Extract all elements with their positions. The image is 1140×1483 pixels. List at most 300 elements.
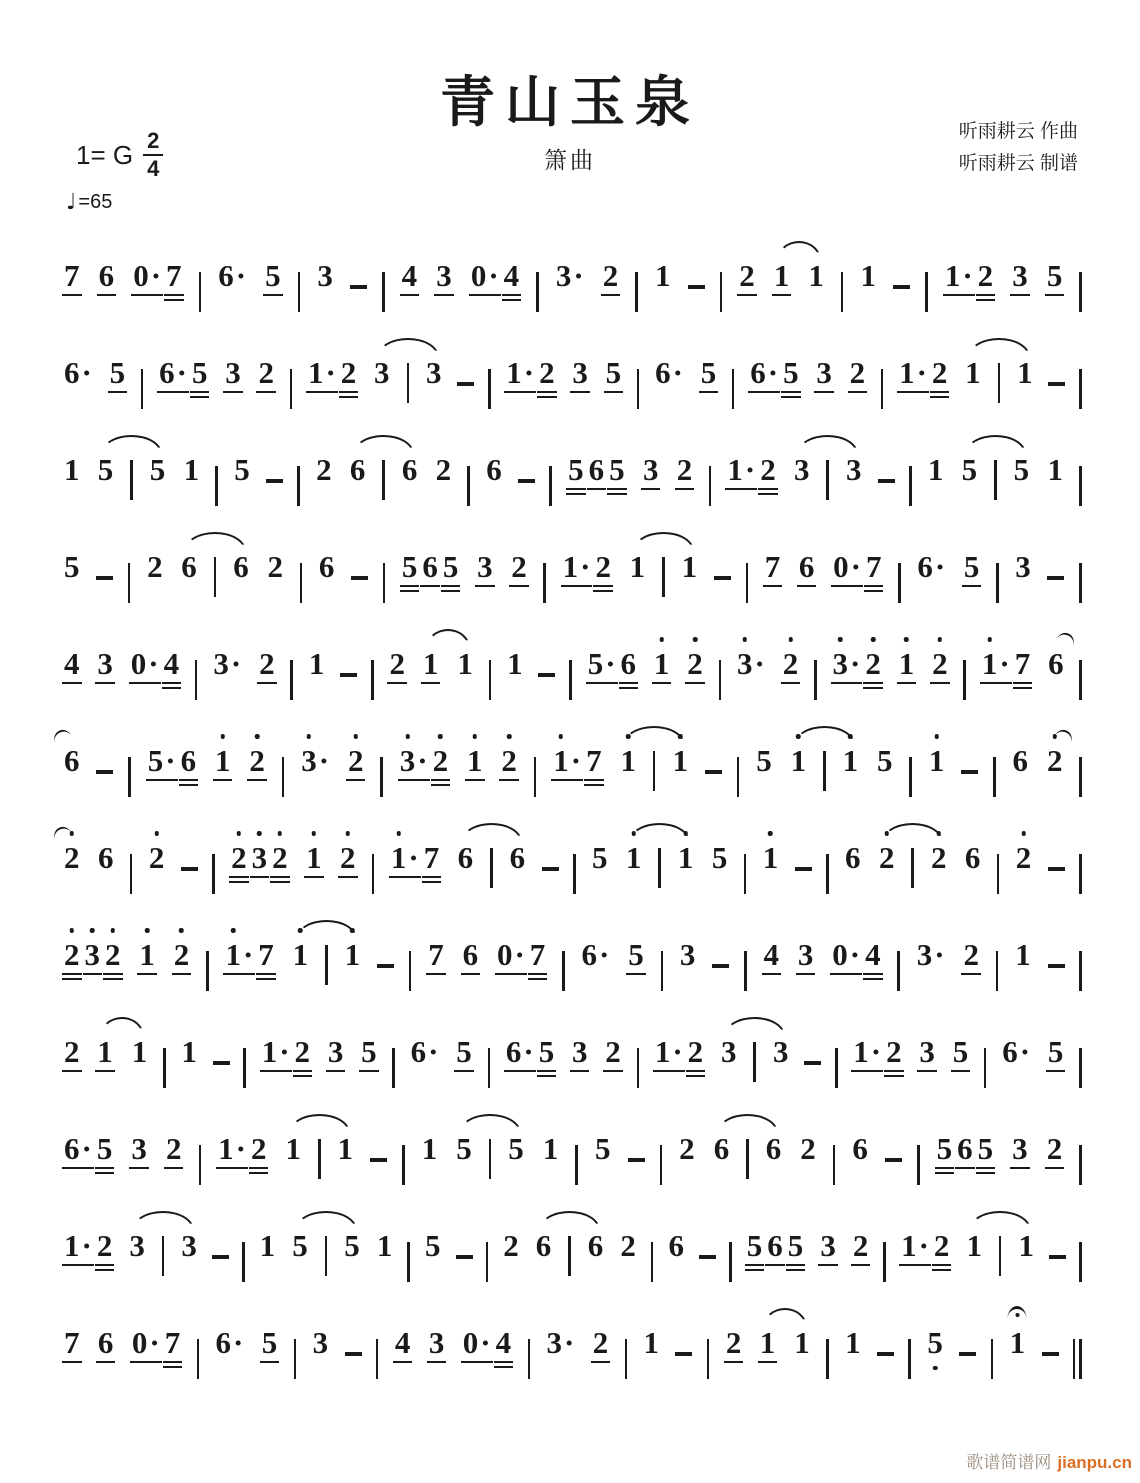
composer-credit: 听雨耕云 作曲	[958, 121, 1078, 142]
barline	[996, 563, 999, 603]
underline-beam	[164, 1167, 184, 1170]
augmentation-dot: ·	[81, 355, 92, 390]
slur	[290, 1230, 362, 1270]
beam-group	[157, 357, 209, 388]
duration-dash	[688, 285, 705, 290]
note	[1046, 1036, 1066, 1067]
augmentation-dot: ·	[767, 355, 779, 390]
underline-beam	[422, 876, 442, 879]
note-number	[225, 357, 241, 388]
barline	[409, 951, 412, 991]
note-number	[402, 454, 418, 485]
note-number	[589, 454, 605, 485]
note-number	[503, 1230, 519, 1261]
underline-beam	[897, 391, 929, 394]
note-number	[457, 648, 473, 679]
barline	[282, 757, 285, 797]
note-digit: 2	[878, 840, 895, 875]
underline-beam	[249, 1172, 269, 1175]
underline-beam	[179, 784, 199, 787]
note-number	[313, 1327, 329, 1358]
octave-up-dot	[938, 637, 943, 642]
note-digit: 1	[944, 258, 961, 293]
note	[62, 939, 82, 970]
underline-beam	[62, 978, 82, 981]
note-digit: 2	[147, 549, 163, 584]
note-number	[258, 357, 274, 388]
note-digit: 2	[1046, 743, 1063, 778]
note	[1045, 745, 1065, 776]
note	[179, 1230, 199, 1261]
note	[505, 648, 525, 679]
note-digit: 2	[602, 258, 619, 293]
barline	[392, 1048, 395, 1088]
note-number	[97, 1133, 113, 1164]
note	[843, 1327, 863, 1358]
slur	[284, 1133, 356, 1173]
note-digit: 1	[681, 549, 698, 584]
underline-beam	[129, 682, 161, 685]
note-number	[428, 939, 444, 970]
note-digit: 1	[131, 1034, 148, 1069]
octave-up-dot	[626, 734, 631, 739]
note-number	[64, 260, 80, 291]
note	[618, 745, 638, 776]
duration-dash	[959, 1352, 976, 1357]
underline-beam	[421, 682, 441, 685]
barline	[1079, 1145, 1082, 1185]
note-digit: 5	[508, 1131, 524, 1166]
duration-dash	[712, 964, 729, 969]
underline-beam	[504, 391, 536, 394]
note-number	[391, 842, 407, 873]
note-number	[249, 745, 265, 776]
note-digit: 3	[1012, 1131, 1028, 1166]
note	[1013, 648, 1033, 679]
beam-group	[745, 1230, 806, 1261]
barline	[835, 1048, 838, 1088]
note-number	[411, 1036, 427, 1067]
barline	[1079, 854, 1082, 894]
note	[850, 1133, 870, 1164]
note	[1013, 551, 1033, 582]
octave-up-dot	[90, 928, 95, 933]
note-number	[1018, 1230, 1034, 1261]
note-digit: 6	[486, 452, 502, 487]
note-number	[218, 260, 234, 291]
underline-beam	[725, 488, 757, 491]
barline	[297, 466, 300, 506]
note	[1012, 454, 1032, 485]
note-number	[767, 1230, 783, 1261]
duration-dash	[714, 576, 731, 581]
barline	[732, 369, 735, 409]
note-number	[680, 939, 696, 970]
note-digit: 1	[344, 937, 361, 972]
note-digit: 3	[131, 1131, 147, 1166]
note	[863, 648, 883, 679]
note-number	[965, 842, 981, 873]
note-digit: 1	[183, 452, 200, 487]
underline-beam	[420, 585, 440, 588]
note	[495, 939, 527, 970]
underline-beam	[509, 585, 529, 588]
note-number	[98, 1327, 114, 1358]
note	[509, 551, 529, 582]
note-digit: 3	[720, 1034, 737, 1069]
note-digit: 6	[97, 840, 114, 875]
note-number	[845, 842, 861, 873]
note	[712, 1133, 732, 1164]
underline-beam	[935, 1172, 955, 1175]
note-number	[374, 357, 390, 388]
augmentation-dot: ·	[849, 937, 861, 972]
note	[83, 939, 103, 970]
score-line	[62, 1036, 1082, 1082]
underline-beam	[249, 1167, 269, 1170]
note-number	[265, 260, 281, 291]
note-number	[721, 1036, 737, 1067]
barline	[407, 1242, 410, 1282]
note	[256, 939, 276, 970]
note	[130, 1327, 162, 1358]
note	[434, 260, 454, 291]
barline	[371, 660, 374, 700]
barline	[753, 1042, 756, 1082]
beam-group	[504, 1036, 556, 1067]
beam-group	[129, 648, 181, 679]
beam-group	[831, 551, 883, 582]
augmentation-dot: ·	[235, 1131, 246, 1166]
underline-beam	[772, 294, 792, 297]
note-number	[341, 357, 357, 388]
note	[859, 260, 879, 291]
underline-beam	[884, 1075, 904, 1078]
note	[229, 842, 249, 873]
note-number	[486, 454, 502, 485]
beam-group	[229, 842, 290, 873]
note	[163, 1327, 183, 1358]
note	[653, 357, 685, 388]
underline-beam	[961, 973, 981, 976]
note-number	[568, 454, 584, 485]
note-digit: 3	[1015, 549, 1031, 584]
augmentation-dot: ·	[318, 743, 330, 778]
underline-beam	[95, 1070, 115, 1073]
note-number	[791, 745, 807, 776]
score-line	[62, 842, 1082, 888]
beam-group	[980, 648, 1032, 679]
barline	[382, 460, 385, 500]
note-digit: 4	[503, 258, 520, 293]
underline-beam	[502, 294, 522, 297]
note	[844, 454, 864, 485]
note	[398, 745, 430, 776]
note	[675, 454, 695, 485]
underline-beam	[62, 1361, 82, 1364]
barline	[325, 1236, 328, 1276]
note-number	[456, 1133, 472, 1164]
note-number	[543, 1133, 559, 1164]
note-digit: 3	[679, 937, 696, 972]
underline-beam	[256, 391, 276, 394]
underline-beam	[897, 682, 917, 685]
note-digit: 6	[620, 646, 637, 681]
note	[554, 260, 586, 291]
underline-beam	[270, 881, 290, 884]
underline-beam	[293, 1070, 313, 1073]
augmentation-dot: ·	[523, 355, 535, 390]
underline-beam	[786, 1264, 806, 1267]
note-number	[184, 454, 200, 485]
barline	[1079, 757, 1082, 797]
barline	[163, 1048, 166, 1088]
note-digit: 1	[225, 937, 241, 972]
note-digit: 1	[542, 1131, 559, 1166]
underline-beam	[591, 1361, 611, 1364]
note-number	[726, 1327, 742, 1358]
note-number	[148, 745, 164, 776]
underline-beam	[339, 396, 359, 399]
duration-dash	[181, 867, 198, 872]
slur	[628, 551, 700, 591]
octave-up-dot	[848, 734, 853, 739]
barline	[1079, 1242, 1082, 1282]
note-number	[1048, 1036, 1064, 1067]
note-number	[621, 648, 637, 679]
note-digit: 2	[316, 452, 332, 487]
note-digit: 2	[96, 1228, 113, 1263]
note-digit: 5	[64, 549, 80, 584]
note	[223, 357, 243, 388]
augmentation-dot: ·	[934, 937, 945, 972]
note-digit: 6	[1002, 1034, 1018, 1069]
octave-up-dot	[231, 928, 236, 933]
note	[1015, 357, 1035, 388]
note-digit: 5	[234, 452, 250, 487]
note-number	[64, 1327, 80, 1358]
note-number	[539, 357, 555, 388]
note-digit: 2	[272, 840, 288, 875]
note	[864, 551, 884, 582]
quarter-note-icon: ♩	[66, 190, 77, 215]
note	[290, 1230, 310, 1261]
barline	[380, 757, 383, 797]
note-digit: 1	[727, 452, 743, 487]
note	[764, 1133, 784, 1164]
note-number	[496, 1327, 512, 1358]
note	[626, 939, 646, 970]
note	[172, 939, 192, 970]
notation-credit: 听雨耕云 制谱	[958, 153, 1078, 175]
underline-beam	[607, 493, 627, 496]
augmentation-dot: ·	[428, 1034, 439, 1069]
note	[680, 551, 700, 582]
note-digit: 6	[349, 452, 366, 487]
barline	[534, 757, 537, 797]
note-digit: 1	[981, 646, 998, 681]
barline	[214, 557, 217, 597]
barline	[536, 272, 539, 312]
score-line	[62, 745, 1082, 791]
barline	[1079, 951, 1082, 991]
note-number	[932, 357, 948, 388]
note-number	[174, 939, 190, 970]
underline-beam	[848, 391, 868, 394]
note	[877, 842, 897, 873]
barline	[243, 1048, 246, 1088]
note-digit: 5	[927, 1325, 943, 1360]
note-digit: 1	[139, 937, 155, 972]
augmentation-dot: ·	[672, 1034, 683, 1069]
underline-beam	[781, 396, 801, 399]
note-digit: 3	[84, 937, 100, 972]
note-digit: 6	[218, 258, 234, 293]
note	[270, 842, 290, 873]
note-digit: 3	[916, 937, 933, 972]
underline-beam	[818, 1264, 838, 1267]
note-digit: 3	[572, 355, 588, 390]
note	[484, 454, 504, 485]
note	[157, 357, 189, 388]
note-number	[252, 842, 268, 873]
note-number	[756, 745, 772, 776]
octave-up-dot	[788, 637, 793, 642]
note-digit: 1	[928, 743, 945, 778]
note-number	[677, 454, 693, 485]
note-digit: 6	[845, 840, 861, 875]
underline-beam	[566, 488, 586, 491]
note-number	[97, 1230, 113, 1261]
note-number	[853, 1230, 869, 1261]
note	[130, 1036, 150, 1067]
octave-up-dot	[768, 831, 773, 836]
note	[935, 1133, 955, 1164]
note-digit: 2	[782, 646, 799, 681]
note-digit: 2	[249, 743, 265, 778]
note-number	[760, 454, 776, 485]
note	[789, 745, 809, 776]
slur	[348, 454, 420, 494]
note-digit: 5	[191, 355, 208, 390]
duration-dash	[212, 1255, 229, 1260]
note-digit: 0	[130, 646, 147, 681]
note-number	[739, 260, 755, 291]
note-number	[764, 939, 780, 970]
barline	[318, 1139, 321, 1179]
underline-beam	[1010, 1167, 1030, 1170]
underline-beam	[745, 1269, 765, 1272]
note-digit: 6	[64, 1131, 80, 1166]
note-digit: 7	[865, 549, 882, 584]
octave-up-dot	[1021, 831, 1026, 836]
underline-beam	[584, 784, 604, 787]
underline-beam	[528, 978, 548, 981]
note-digit: 2	[595, 549, 611, 584]
duration-dash	[456, 1255, 473, 1260]
note-digit: 0	[496, 937, 513, 972]
note	[951, 1036, 971, 1067]
note-digit: 3	[426, 355, 442, 390]
note-digit: 5	[746, 1228, 763, 1263]
score	[62, 260, 1082, 1424]
note	[551, 745, 583, 776]
duration-dash	[1048, 964, 1065, 969]
note	[431, 745, 451, 776]
note	[247, 745, 267, 776]
beam-group	[62, 1230, 114, 1261]
note	[62, 551, 82, 582]
note-number	[539, 1036, 555, 1067]
slur	[772, 260, 826, 291]
beam-group	[935, 1133, 996, 1164]
note	[393, 1327, 413, 1358]
note	[586, 648, 618, 679]
note-digit: 1	[794, 1325, 810, 1360]
underline-beam	[162, 682, 182, 685]
underline-beam	[338, 876, 358, 879]
duration-dash	[1049, 1255, 1066, 1260]
watermark-site-name: 歌谱简谱网	[966, 1453, 1052, 1472]
note	[619, 648, 639, 679]
note-number	[687, 648, 703, 679]
augmentation-dot: ·	[573, 258, 584, 293]
note-number	[655, 260, 671, 291]
slur	[624, 842, 696, 882]
augmentation-dot: ·	[570, 743, 582, 778]
note-number	[760, 1327, 776, 1358]
augmentation-dot: ·	[850, 646, 861, 681]
barline	[568, 1236, 571, 1276]
note-digit: 5	[149, 452, 166, 487]
note	[375, 1230, 395, 1261]
barline	[719, 660, 722, 700]
duration-dash	[675, 1352, 692, 1357]
underline-beam	[247, 779, 267, 782]
octave-up-dot	[346, 831, 351, 836]
note	[964, 1230, 984, 1261]
underline-beam	[932, 1264, 952, 1267]
barline	[826, 460, 829, 500]
note-number	[773, 1036, 789, 1067]
augmentation-dot: ·	[962, 258, 973, 293]
barline	[707, 1339, 710, 1379]
score-line	[62, 648, 1082, 694]
note-number	[258, 939, 274, 970]
note-number	[978, 260, 994, 291]
underline-beam	[163, 1361, 183, 1364]
note	[1000, 1036, 1032, 1067]
note	[62, 357, 94, 388]
note-digit: 6	[318, 549, 335, 584]
note-digit: 0	[462, 1325, 479, 1360]
note-digit: 6	[97, 1325, 114, 1360]
note	[148, 454, 168, 485]
underline-beam	[387, 682, 407, 685]
note-digit: 7	[258, 937, 274, 972]
note	[456, 842, 476, 873]
slur	[877, 842, 949, 882]
slur	[534, 1230, 606, 1270]
note-number	[64, 648, 80, 679]
note-digit: 2	[173, 937, 190, 972]
note	[427, 1327, 447, 1358]
note-number	[150, 454, 166, 485]
underline-beam	[96, 1361, 116, 1364]
augmentation-dot: ·	[233, 1325, 244, 1360]
octave-up-dot	[683, 831, 688, 836]
note-number	[800, 1133, 816, 1164]
